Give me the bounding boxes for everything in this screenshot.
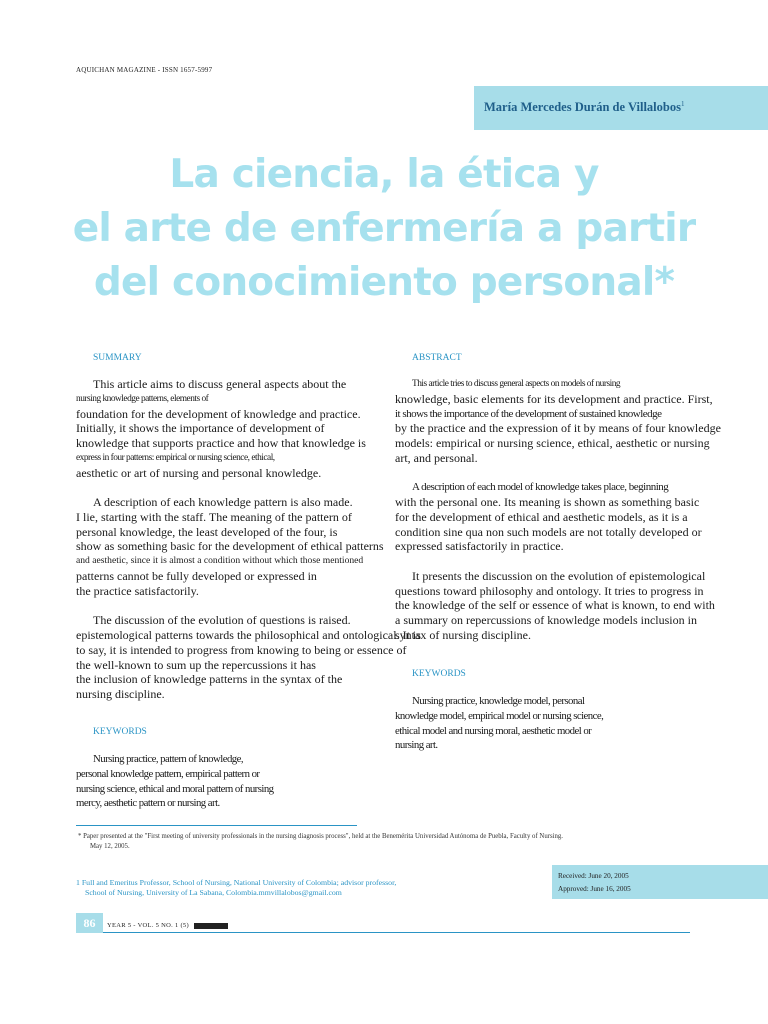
abstract-paragraph: A description of each model of knowledge takes place, beginning with the personal one. Its meaning is shown as something basic for the development of ethical and aesthetic models, as it is a condition sine qua non such models are not totally developed or expressed satisfactorily in practice.: [395, 481, 702, 554]
author-name: María Mercedes Durán de Villalobos: [484, 100, 681, 115]
footnote-author: 1 Full and Emeritus Professor, School of Nursing, National University of Colombia; advisor professor, School of Nursing, University of La Sabana, Colombia.mmvillalobos@gmail.com: [76, 878, 397, 897]
abstract-paragraph: This article tries to discuss general aspects on models of nursing knowledge, basic elements for its development and practice. First, it shows the importance of the development of sustained knowledge by the practice and the expression of it by means of four knowledge models: empirical or nursing science, ethical, aesthetic or nursing art, and personal.: [395, 379, 721, 465]
journal-header: AQUICHAN MAGAZINE - ISSN 1657-5997: [76, 66, 213, 74]
abstract-column: [395, 377, 721, 657]
title-line: el arte de enfermería a partir: [72, 206, 696, 251]
received-date: Received: June 20, 2005: [558, 872, 629, 880]
footnote-star: * Paper presented at the "First meeting of university professionals in the nursing diagnosis process", held at the Benemérita Universidad Autónoma de Puebla, Faculty of Nursing. May 12, 2005.: [78, 833, 564, 850]
article-title: [20, 148, 748, 310]
abstract-paragraph: It presents the discussion on the evolution of epistemological questions toward philosophy and ontology. It tries to progress in the knowledge of the self or essence of what is known, to end with a summary on repercussions of knowledge models inclusion in syntax of nursing discipline.: [395, 568, 715, 642]
issue-info: YEAR 5 - VOL. 5 NO. 1 (5): [107, 922, 228, 929]
summary-column: [76, 377, 421, 716]
dates-box: [552, 865, 768, 899]
summary-keywords-heading: KEYWORDS: [93, 727, 147, 737]
summary-paragraph: The discussion of the evolution of questions is raised. epistemological patterns towards the philosophical and ontological. It is to say, it is intended to progress from knowing to being or essence of the well-known to sum up the repercussions it has the inclusion of knowledge patterns in the syntax of the nursing discipline.: [76, 613, 421, 702]
footer-rule: [103, 932, 690, 933]
abstract-heading: ABSTRACT: [412, 353, 462, 363]
abstract-keywords-heading: KEYWORDS: [412, 669, 466, 679]
summary-heading: SUMMARY: [93, 353, 142, 363]
title-line: La ciencia, la ética y: [169, 152, 599, 197]
summary-paragraph: A description of each knowledge pattern is also made. I lie, starting with the staff. The meaning of the pattern of personal knowledge, the least developed of the four, is show as something basic for the development of ethical patterns and aesthetic, since it is almost a condition without which those mentioned patterns cannot be fully developed or expressed in the practice satisfactorily.: [76, 495, 384, 598]
author-box: [474, 86, 768, 130]
author-footnote-marker: 1: [680, 100, 685, 108]
page-number: 86: [76, 913, 103, 933]
approved-date: Approved: June 16, 2005: [558, 884, 631, 893]
abstract-keywords: Nursing practice, knowledge model, personal knowledge model, empirical model or nursing science, ethical model and nursing moral, aesthetic model or nursing art.: [395, 695, 604, 752]
publisher-logo-icon: [194, 923, 228, 929]
summary-keywords: Nursing practice, pattern of knowledge, personal knowledge pattern, empirical pattern or nursing science, ethical and moral pattern of nursing mercy, aesthetic pattern or nursing art.: [76, 753, 274, 810]
summary-paragraph: This article aims to discuss general aspects about the nursing knowledge patterns, elements of foundation for the development of knowledge and practice. Initially, it shows the importance of development of knowledge that supports practice and how that knowledge is express in four patterns: empirical or nursing science, ethical, aesthetic or art of nursing and personal knowledge.: [76, 377, 366, 480]
title-line: del conocimiento personal*: [93, 260, 675, 305]
footnote-divider: [76, 825, 357, 826]
